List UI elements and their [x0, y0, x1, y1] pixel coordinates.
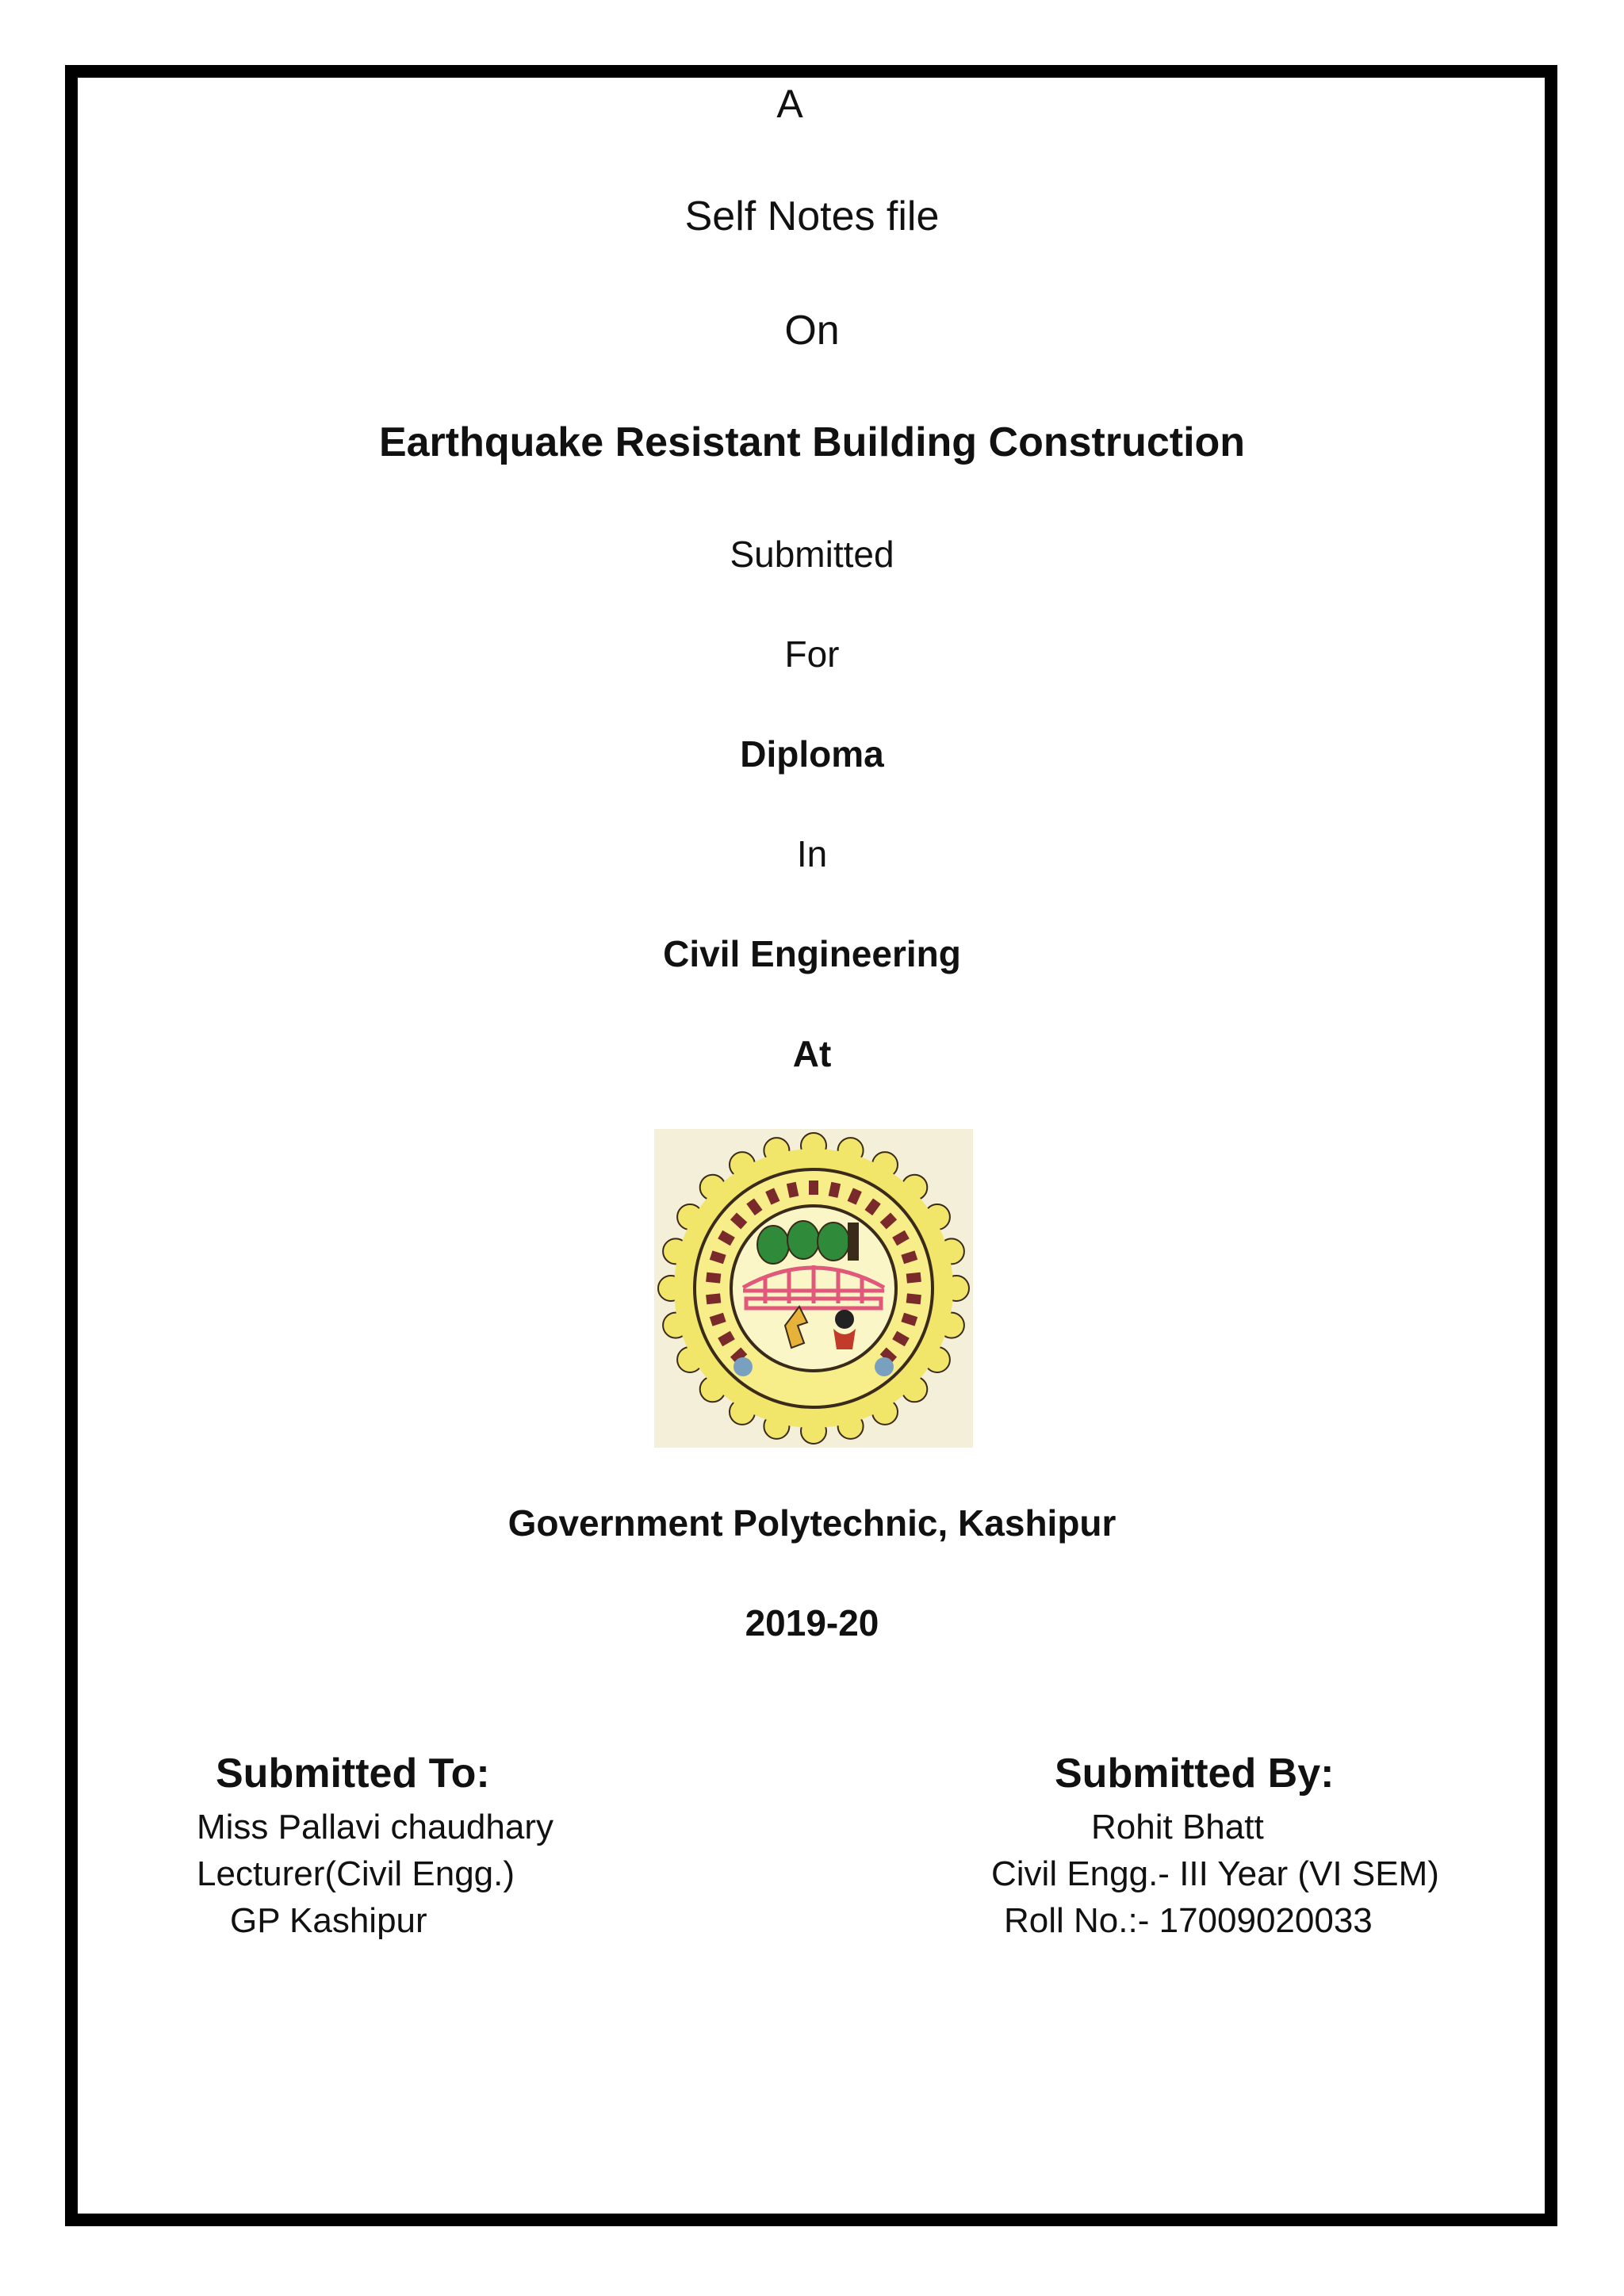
cover-line-for: For [784, 633, 840, 675]
submitted-to-place: GP Kashipur [230, 1901, 427, 1940]
cover-line-at: At [792, 1033, 832, 1074]
submitted-to-name: Miss Pallavi chaudhary [197, 1808, 553, 1846]
cover-line-diploma: Diploma [740, 733, 884, 775]
cover-line-a: A [776, 82, 803, 126]
submitted-by-class: Civil Engg.- III Year (VI SEM) [991, 1854, 1439, 1893]
submitted-by-roll: Roll No.:- 17009020033 [1004, 1901, 1373, 1940]
subject-title: Earthquake Resistant Building Construction [378, 419, 1246, 465]
cover-line-branch: Civil Engineering [663, 933, 961, 974]
cover-line-submitted: Submitted [730, 534, 894, 575]
institute-name: Government Polytechnic, Kashipur [508, 1502, 1116, 1544]
submitted-by-heading: Submitted By: [1055, 1751, 1335, 1797]
cover-line-self-notes: Self Notes file [684, 193, 940, 239]
submitted-to-designation: Lecturer(Civil Engg.) [197, 1854, 515, 1893]
institute-logo [654, 1129, 973, 1448]
cover-line-on: On [784, 308, 840, 354]
institute-seal-icon [654, 1129, 973, 1448]
submitted-by-name: Rohit Bhatt [1091, 1808, 1264, 1846]
submitted-to-heading: Submitted To: [216, 1751, 490, 1797]
session-year: 2019-20 [745, 1602, 879, 1644]
cover-line-in: In [796, 833, 828, 874]
